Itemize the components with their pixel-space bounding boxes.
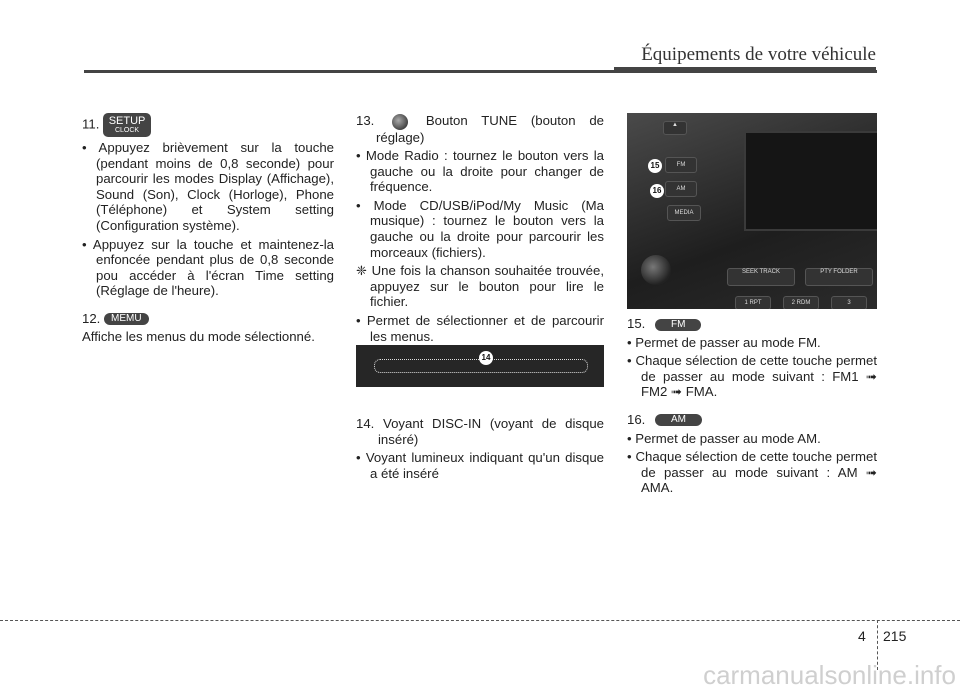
fm-button-label: FM xyxy=(676,162,686,168)
item-15 xyxy=(627,316,877,332)
item-13-number: 13. xyxy=(356,113,375,128)
item-14-bullet: • Voyant lumineux indiquant qu'un disque a été inséré xyxy=(356,450,604,481)
setup-clock-key-icon xyxy=(103,113,151,137)
radio-panel-image xyxy=(627,113,877,309)
preset-1-label: 1 RPT xyxy=(744,300,762,306)
callout-14: 14 xyxy=(479,351,493,365)
tune-knob-icon xyxy=(392,114,408,130)
setup-label: SETUP xyxy=(108,115,146,127)
callout-15: 15 xyxy=(648,159,662,173)
column-3 xyxy=(627,316,877,496)
item-16-bullet-2: • Chaque sélection de cette touche permet de passer au mode suivant : AM ➟ AMA. xyxy=(627,449,877,496)
am-key-icon: AM xyxy=(655,414,702,426)
footer-rule xyxy=(0,620,960,621)
media-button xyxy=(667,205,701,221)
item-16-bullet-1: • Permet de passer au mode AM. xyxy=(627,430,821,446)
fm-button xyxy=(665,157,697,173)
item-12-text: Affiche les menus du mode sélectionné. xyxy=(82,328,315,344)
item-11-bullet-1: • Appuyez brièvement sur la touche (pendant moins de 0,8 seconde) pour parcourir les modes Display (Affichage), Sound (Son), Clock (Horloge), Phone (Téléphone) et System setting (Configuration système). xyxy=(82,140,334,233)
item-12 xyxy=(82,311,334,327)
item-13 xyxy=(356,113,604,145)
preset-3-label: 3 xyxy=(847,300,851,306)
am-button-label: AM xyxy=(676,186,686,192)
pty-folder-label: PTY FOLDER xyxy=(820,269,858,275)
disc-in-indicator-image xyxy=(356,345,604,387)
page-header-title: Équipements de votre véhicule xyxy=(641,44,876,65)
column-2-lower xyxy=(356,413,604,481)
item-15-bullet-2: • Chaque sélection de cette touche permet de passer au mode suivant : FM1 ➟ FM2 ➟ FMA. xyxy=(627,353,877,400)
seek-track-label: SEEK TRACK xyxy=(742,269,780,275)
pty-folder-button xyxy=(805,268,873,286)
column-1 xyxy=(82,113,334,344)
callout-16: 16 xyxy=(650,184,664,198)
item-13-bullet-1: • Mode Radio : tournez le bouton vers la gauche ou la droite pour changer de fréquence. xyxy=(356,148,604,195)
power-volume-knob-icon xyxy=(641,255,671,285)
item-11-number: 11. xyxy=(82,116,100,132)
item-15-number: 15. xyxy=(627,316,646,331)
radio-display xyxy=(744,131,877,231)
header-rule-block xyxy=(614,67,876,73)
item-16 xyxy=(627,412,877,428)
seek-track-button xyxy=(727,268,795,286)
item-12-number: 12. xyxy=(82,310,101,326)
eject-button: ▲ xyxy=(663,121,687,135)
item-11 xyxy=(82,113,334,137)
page-number: 215 xyxy=(883,628,907,644)
item-13-note: ❈ Une fois la chanson souhaitée trouvée, appuyez sur le bouton pour lire le fichier. xyxy=(356,263,604,310)
item-13-title: Bouton TUNE (bouton de réglage) xyxy=(376,113,604,145)
item-13-bullet-2: • Mode CD/USB/iPod/My Music (Ma musique) : tournez le bouton vers la gauche ou la droite pour parcourir les morceaux (fichiers). xyxy=(356,197,604,260)
item-11-bullet-2: • Appuyez sur la touche et maintenez-la enfoncée pendant plus de 0,8 seconde pou accéder à l'écran Time setting (Réglage de l'heure). xyxy=(82,236,334,299)
clock-label: CLOCK xyxy=(114,127,140,134)
menu-key-icon: MEMU xyxy=(104,313,149,325)
preset-2-label: 2 RDM xyxy=(791,300,811,306)
preset-1-button xyxy=(735,296,771,309)
item-14-title: 14. Voyant DISC-IN (voyant de disque inséré) xyxy=(356,416,604,447)
chapter-number: 4 xyxy=(858,628,866,644)
watermark: carmanualsonline.info xyxy=(703,660,956,690)
preset-2-button xyxy=(783,296,819,309)
column-2 xyxy=(356,113,604,344)
item-13-bullet-3: • Permet de sélectionner et de parcourir les menus. xyxy=(356,313,604,344)
media-button-label: MEDIA xyxy=(674,210,694,216)
item-15-bullet-1: • Permet de passer au mode FM. xyxy=(627,334,821,350)
item-16-number: 16. xyxy=(627,411,646,427)
preset-3-button xyxy=(831,296,867,309)
fm-key-icon: FM xyxy=(655,319,701,331)
am-button xyxy=(665,181,697,197)
